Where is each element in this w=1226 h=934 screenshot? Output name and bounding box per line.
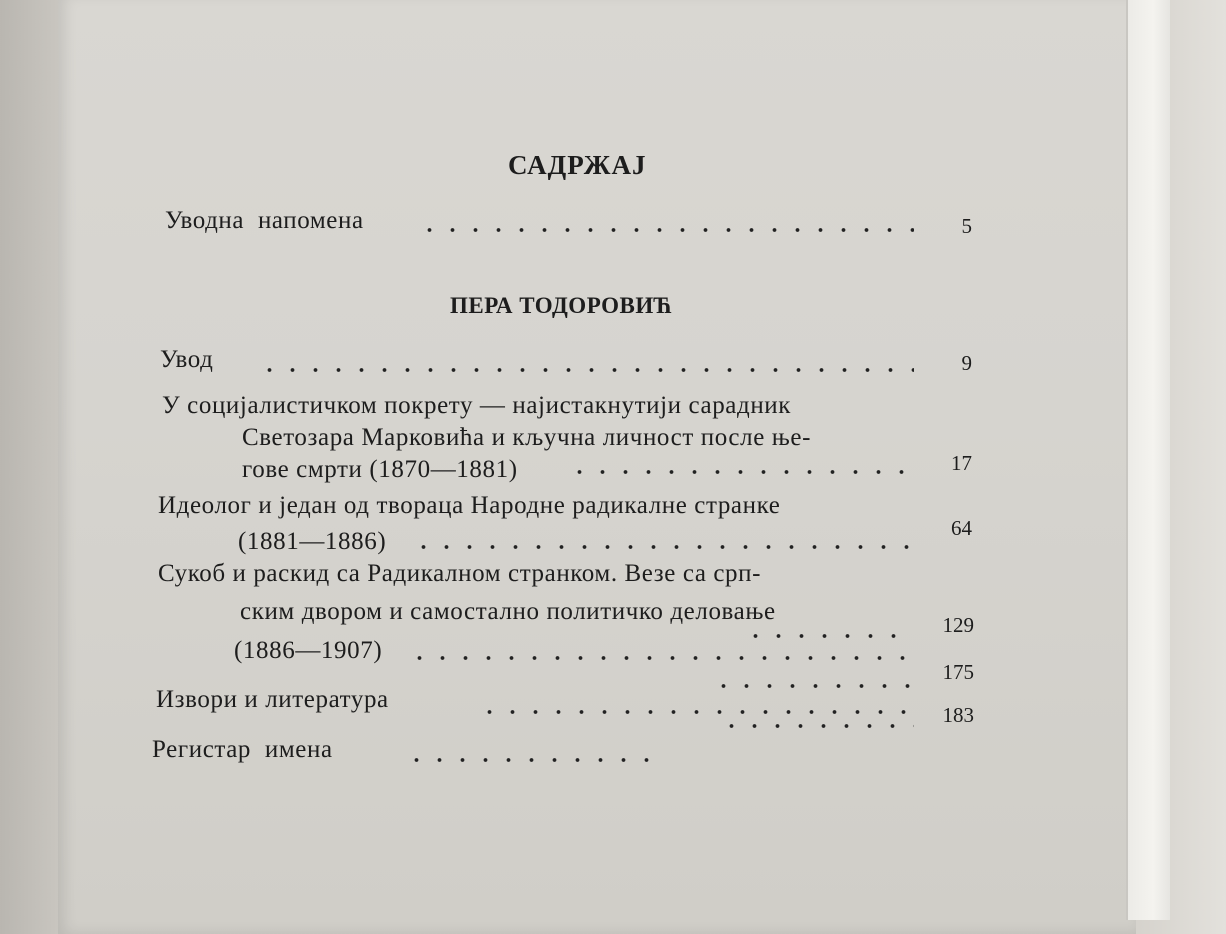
page-number: 17 (951, 451, 972, 475)
leader-dots (712, 682, 914, 690)
toc-entry-socialist-movement-line-3: гове смрти (1870—1881) (242, 456, 518, 483)
leader-dots (405, 756, 665, 764)
leader-dots (412, 543, 912, 551)
leader-dots (568, 468, 914, 476)
toc-entry-intro-note: Уводна напомена (165, 207, 364, 234)
leader-dots (408, 654, 914, 662)
toc-entry-socialist-movement-line-1: У социјалистичком покрету — најистакнутији сарадник (162, 392, 792, 419)
toc-entry-ideologue-line-2: (1881—1886) (238, 528, 387, 555)
page-number: 183 (942, 703, 974, 727)
page-number: 9 (961, 351, 972, 375)
leader-dots (258, 366, 914, 374)
page-number: 175 (942, 660, 974, 684)
contents-heading: САДРЖАЈ (508, 150, 647, 180)
toc-entry-conflict-line-2: ским двором и самостално политичко деловање (240, 598, 776, 625)
toc-entry-introduction: Увод (160, 346, 214, 373)
toc-entry-ideologue-line-1: Идеолог и један од твораца Народне радикалне странке (158, 492, 781, 519)
toc-entry-name-index: Регистар имена (152, 736, 333, 763)
page-number: 64 (951, 516, 972, 540)
leader-dots (744, 632, 914, 640)
leader-dots (478, 708, 914, 716)
leader-dots (418, 226, 914, 234)
toc-entry-conflict-line-3: (1886—1907) (234, 637, 383, 664)
section-title: ПЕРА ТОДОРОВИЋ (450, 293, 673, 318)
leader-dots (720, 722, 914, 730)
page-number: 5 (961, 214, 972, 238)
toc-entry-sources: Извори и литература (156, 686, 389, 713)
page-edge (1126, 0, 1170, 920)
page-number: 129 (942, 613, 974, 637)
toc-entry-conflict-line-1: Сукоб и раскид са Радикалном странком. Везе са срп- (158, 560, 762, 587)
book-page (58, 0, 1136, 934)
toc-entry-socialist-movement-line-2: Светозара Марковића и кључна личност после ње- (242, 424, 812, 451)
